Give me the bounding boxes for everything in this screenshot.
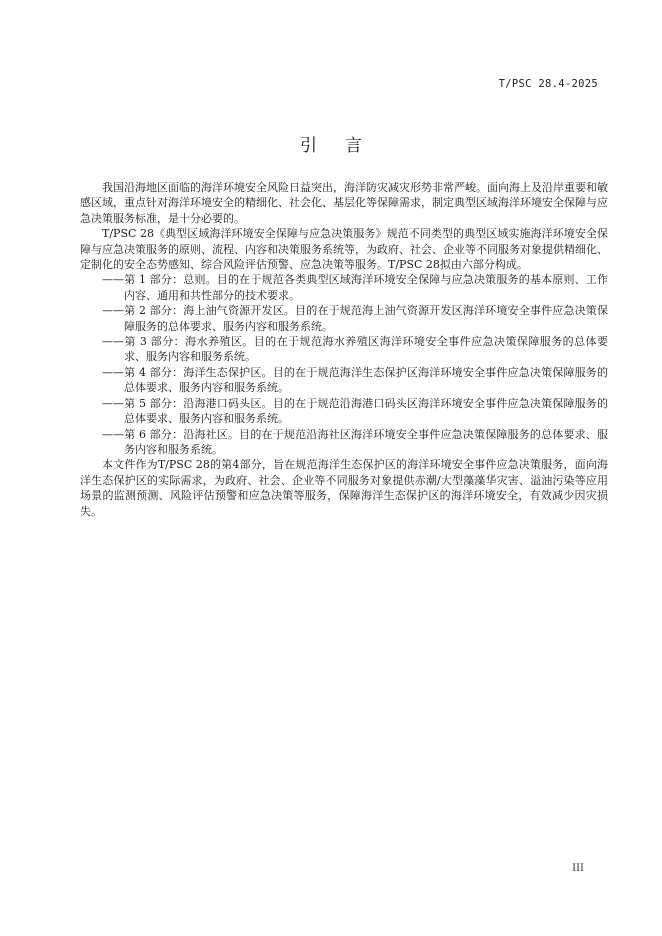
introduction-body bbox=[80, 180, 608, 519]
list-item-part-3: ——第 3 部分：海水养殖区。目的在于规范海水养殖区海洋环境安全事件应急决策保障服务的总体要求、服务内容和服务系统。 bbox=[102, 335, 608, 364]
document-code: T/PSC 28.4-2025 bbox=[498, 78, 598, 90]
title-char-1: 引 bbox=[300, 136, 317, 156]
paragraph-scope: 本文件作为T/PSC 28的第4部分，旨在规范海洋生态保护区的海洋环境安全事件应急决策服务，面向海洋生态保护区的实际需求，为政府、社会、企业等不同服务对象提供赤潮/大型藻藻华灾害、溢油污染等应用场景的监测预测、风险评估预警和应急决策等服务，保障海洋生态保护区的海洋环境安全，有效减少因灾损失。 bbox=[80, 458, 608, 518]
title-char-2: 言 bbox=[345, 136, 362, 156]
paragraph-series-overview: T/PSC 28《典型区域海洋环境安全保障与应急决策服务》规范不同类型的典型区域实施海洋环境安全保障与应急决策服务的原则、流程、内容和决策服务系统等，为政府、社会、企业等不同服务对象提供精细化、定制化的安全态势感知、综合风险评估预警、应急决策等服务。T/PSC 28拟由六部分构成。 bbox=[80, 227, 608, 272]
paragraph-background: 我国沿海地区面临的海洋环境安全风险日益突出，海洋防灾减灾形势非常严峻。面向海上及沿岸重要和敏感区域，重点针对海洋环境安全的精细化、社会化、基层化等保障需求，制定典型区域海洋环境安全保障与应急决策服务标准，是十分必要的。 bbox=[80, 181, 608, 225]
list-item-part-1: ——第 1 部分：总则。目的在于规范各类典型区域海洋环境安全保障与应急决策服务的基本原则、工作内容、通用和共性部分的技术要求。 bbox=[102, 273, 608, 302]
page-number: III bbox=[572, 863, 584, 874]
list-item-part-2: ——第 2 部分：海上油气资源开发区。目的在于规范海上油气资源开发区海洋环境安全事件应急决策保障服务的总体要求、服务内容和服务系统。 bbox=[102, 304, 608, 333]
list-item-part-5: ——第 5 部分：沿海港口码头区。目的在于规范沿海港口码头区海洋环境安全事件应急决策保障服务的总体要求、服务内容和服务系统。 bbox=[102, 396, 608, 426]
list-item-part-4: ——第 4 部分：海洋生态保护区。目的在于规范海洋生态保护区海洋环境安全事件应急决策保障服务的总体要求、服务内容和服务系统。 bbox=[102, 365, 608, 395]
section-title bbox=[0, 131, 662, 156]
list-item-part-6: ——第 6 部分：沿海社区。目的在于规范沿海社区海洋环境安全事件应急决策保障服务的总体要求、服务内容和服务系统。 bbox=[102, 427, 608, 456]
